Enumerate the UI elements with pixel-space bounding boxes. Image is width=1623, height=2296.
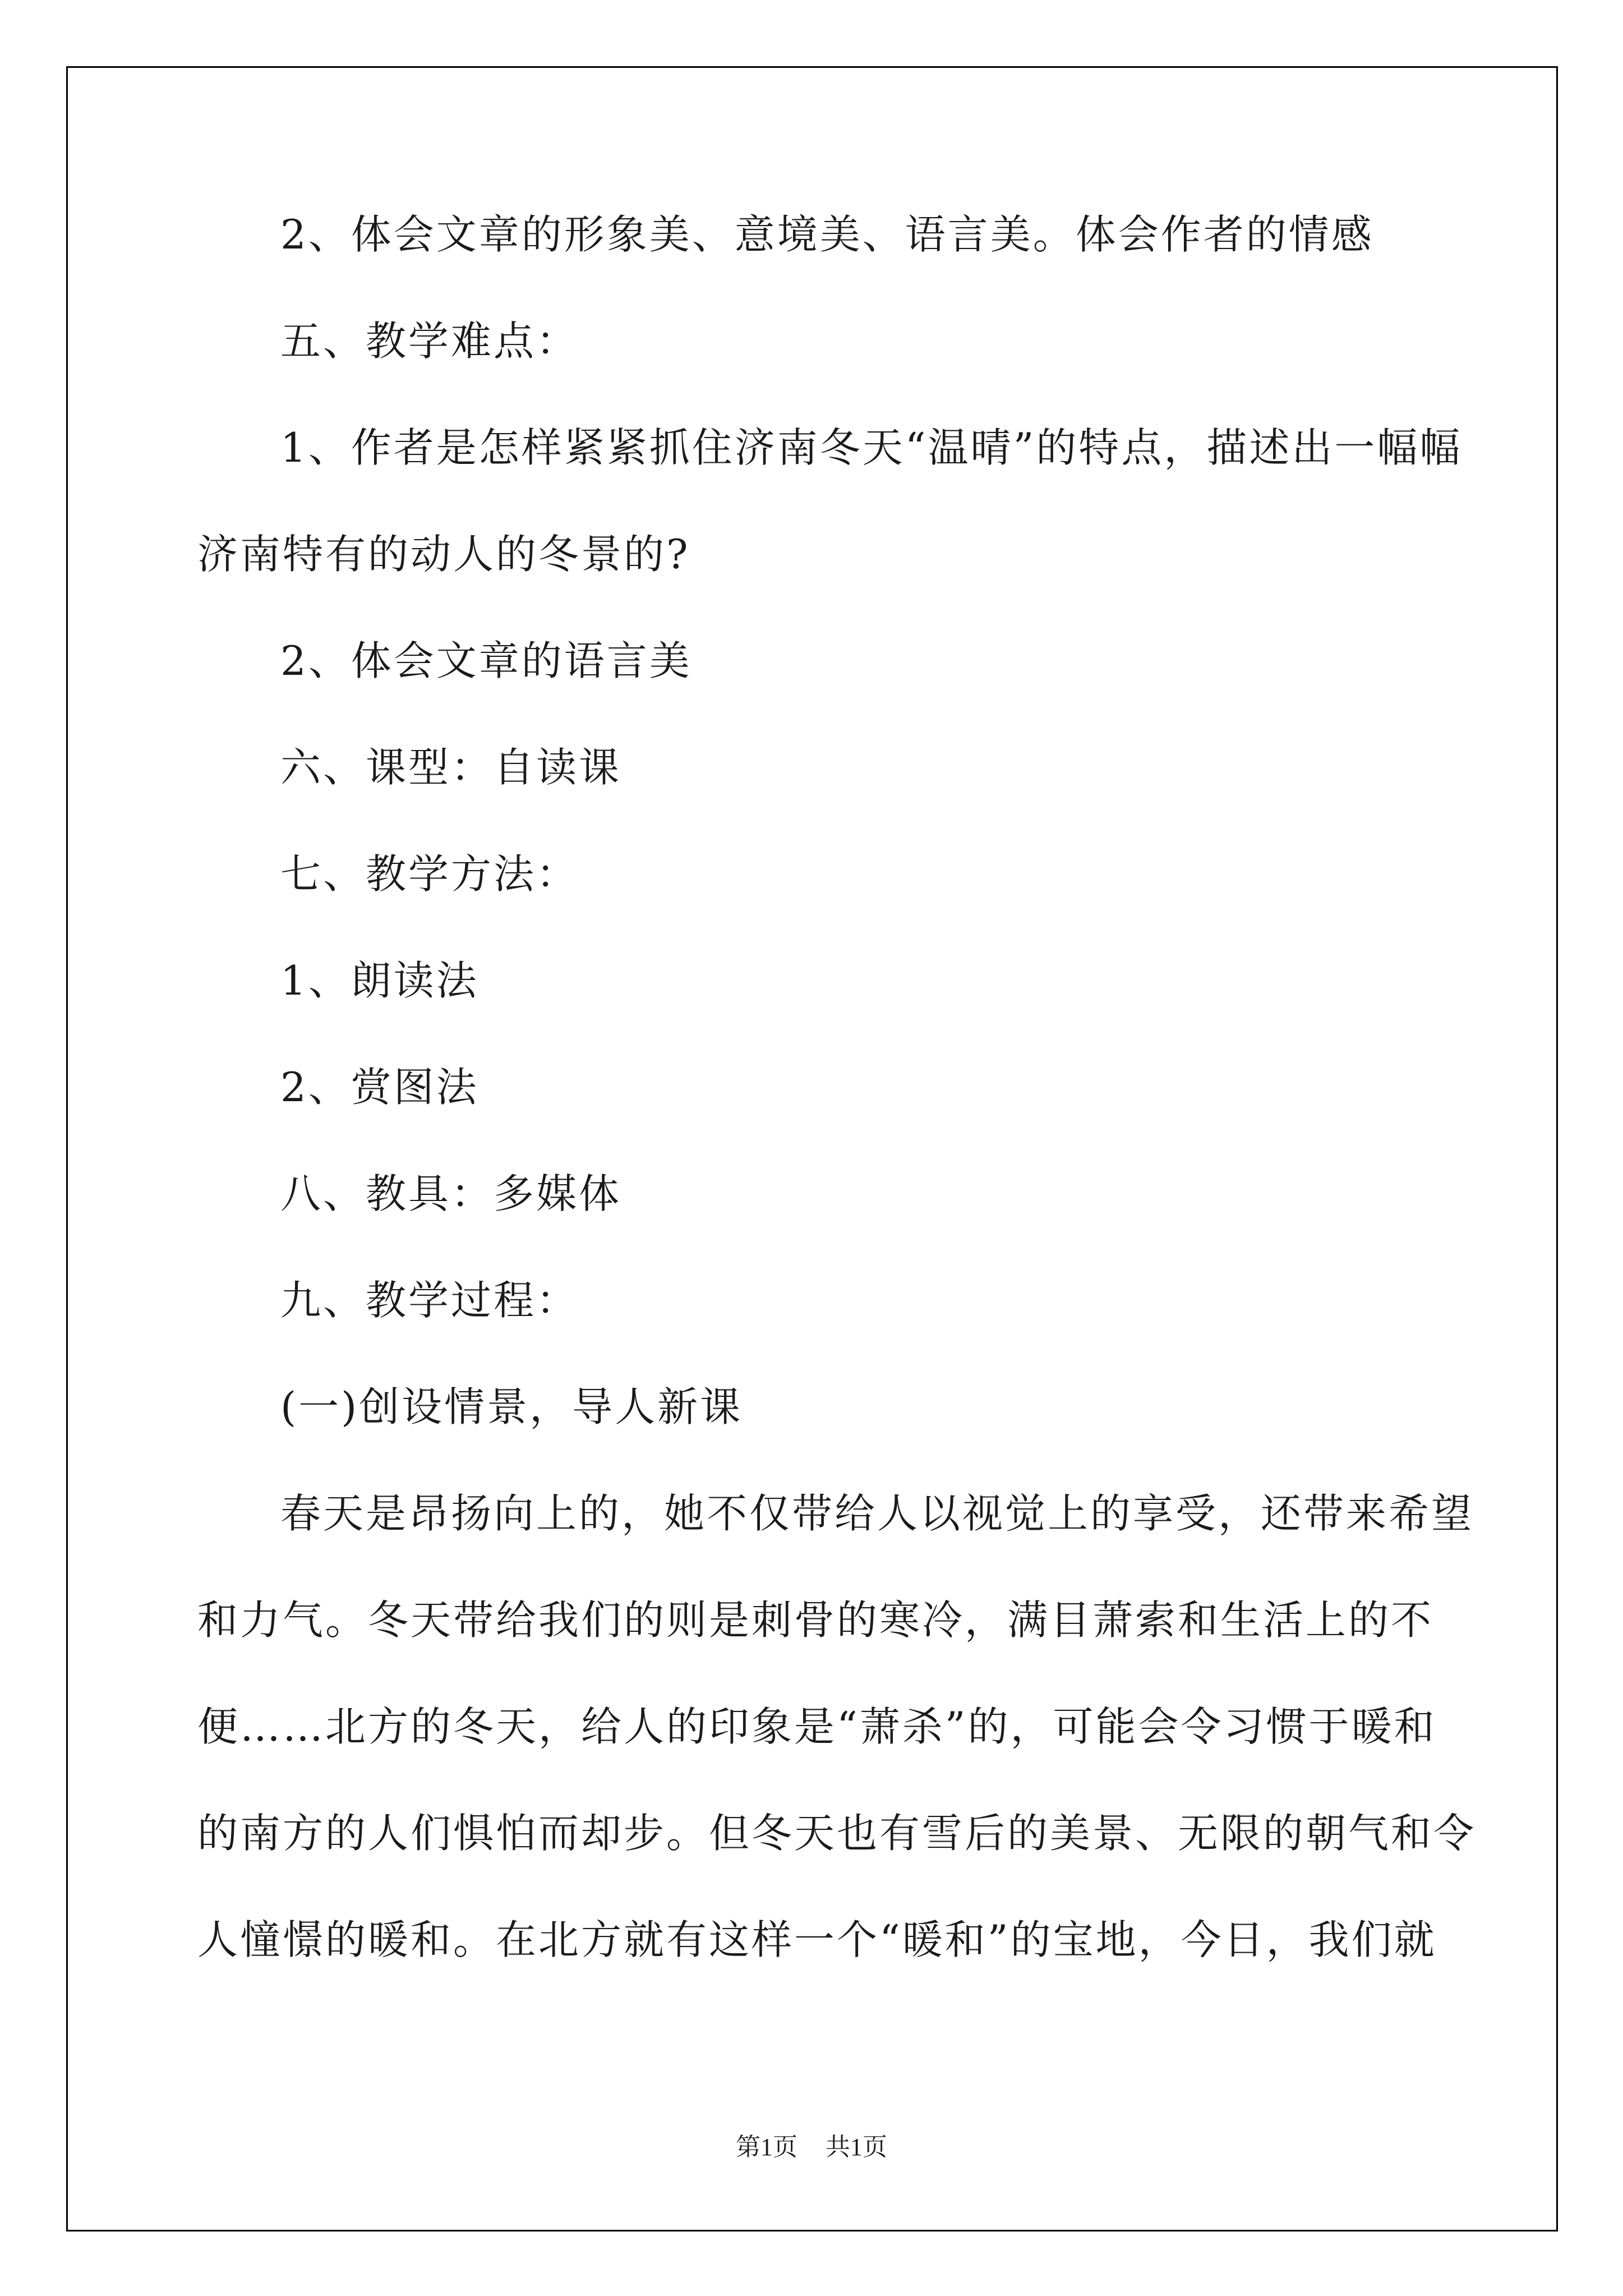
- subsection-heading: (一)创设情景，导人新课: [280, 1383, 743, 1430]
- paragraph-line: 和力气。冬天带给我们的则是刺骨的寒冷，满目萧索和生活上的不: [197, 1596, 1434, 1644]
- paragraph-line: 1、朗读法: [280, 957, 479, 1004]
- page-footer: [0, 2132, 1623, 2163]
- paragraph-line: 2、体会文章的形象美、意境美、语言美。体会作者的情感: [280, 211, 1374, 258]
- document-body: [197, 211, 1477, 2024]
- section-heading-process: 九、教学过程：: [280, 1277, 579, 1324]
- paragraph-line: 便……北方的冬天，给人的印象是“萧杀”的，可能会令习惯于暖和: [197, 1703, 1437, 1750]
- section-heading-lesson-type: 六、课型：自读课: [280, 744, 622, 791]
- section-heading-methods: 七、教学方法：: [280, 850, 579, 898]
- paragraph-line: 春天是昂扬向上的，她不仅带给人以视觉上的享受，还带来希望: [280, 1490, 1474, 1537]
- paragraph-line: 2、体会文章的语言美: [280, 637, 692, 684]
- paragraph-line: 济南特有的动人的冬景的?: [197, 531, 690, 578]
- paragraph-line: 1、作者是怎样紧紧抓住济南冬天“温晴”的特点，描述出一幅幅: [280, 424, 1463, 471]
- section-heading-difficulties: 五、教学难点：: [280, 318, 579, 365]
- paragraph-line: 人憧憬的暖和。在北方就有这样一个“暖和”的宝地，今日，我们就: [197, 1916, 1437, 1963]
- page-total: 共1页: [826, 2133, 887, 2161]
- paragraph-line: 的南方的人们惧怕而却步。但冬天也有雪后的美景、无限的朝气和令: [197, 1810, 1477, 1857]
- section-heading-tools: 八、教具：多媒体: [280, 1170, 622, 1217]
- page-number: 第1页: [736, 2133, 797, 2161]
- paragraph-line: 2、赏图法: [280, 1064, 479, 1111]
